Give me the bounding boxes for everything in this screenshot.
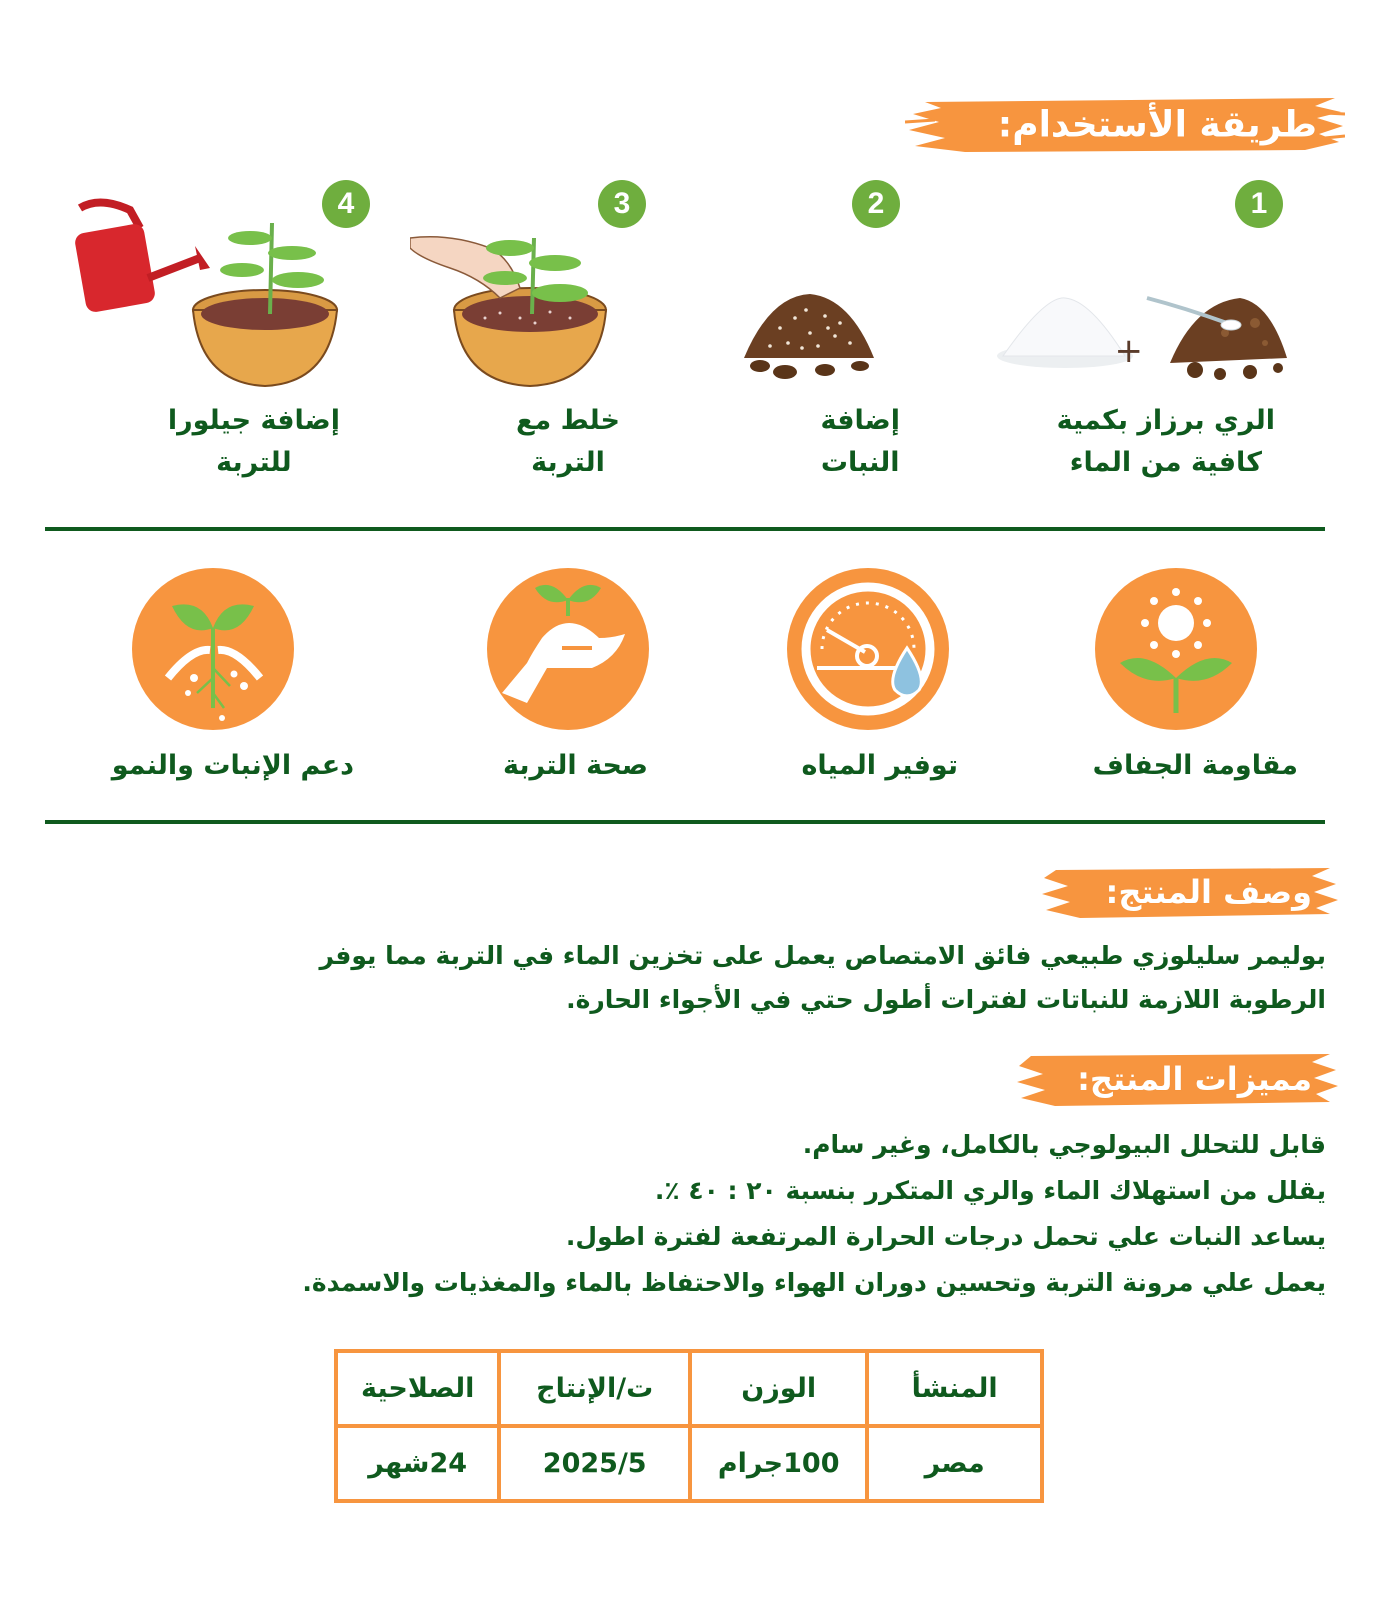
sprout-roots-icon	[132, 568, 294, 730]
features-title: مميزات المنتج:	[1077, 1060, 1312, 1098]
description-section-header	[1040, 862, 1340, 922]
benefit-label: دعم الإنبات والنمو	[111, 750, 354, 781]
benefit-label: مقاومة الجفاف	[1092, 750, 1298, 781]
usage-step-3	[410, 178, 660, 498]
table-header-row	[336, 1351, 1042, 1426]
header-origin: المنشأ	[867, 1351, 1042, 1426]
step-label: إضافة النبات	[820, 405, 900, 478]
usage-title: طريقة الأستخدام:	[997, 104, 1317, 146]
value-production-date: 2025/5	[499, 1426, 690, 1501]
step-label: إضافة جيلورا للتربة	[167, 405, 340, 478]
specifications-table	[334, 1349, 1044, 1503]
step-number-badge: 1	[1235, 180, 1283, 228]
usage-step-4	[70, 178, 380, 498]
section-divider	[45, 820, 1325, 824]
value-origin: مصر	[867, 1426, 1042, 1501]
table-row	[336, 1426, 1042, 1501]
value-weight: 100جرام	[690, 1426, 867, 1501]
description-title: وصف المنتج:	[1105, 873, 1312, 911]
step-number-badge: 4	[322, 180, 370, 228]
product-description: بوليمر سليلوزي طبيعي فائق الامتصاص يعمل على تخزين الماء في التربة مما يوفر الرطوبة اللازمة للنباتات لفترات أطول حتي في الأجواء الحارة.	[319, 941, 1326, 1014]
sun-plant-icon	[1095, 568, 1257, 730]
benefit-germination-support	[132, 568, 294, 730]
soil-plus-powder-icon	[995, 278, 1295, 388]
header-shelf-life: الصلاحية	[336, 1351, 499, 1426]
usage-section-header	[905, 92, 1345, 158]
section-divider	[45, 527, 1325, 531]
benefit-label: توفير المياه	[801, 750, 958, 781]
feature-item: يعمل علي مرونة التربة وتحسين دوران الهواء والاحتفاظ بالماء والمغذيات والاسمدة.	[302, 1268, 1326, 1297]
feature-item: قابل للتحلل البيولوجي بالكامل، وغير سام.	[802, 1130, 1326, 1159]
gauge-water-drop-icon	[787, 568, 949, 730]
watering-can-pot-icon	[70, 198, 350, 398]
features-section-header	[1015, 1048, 1340, 1110]
value-shelf-life: 24شهر	[336, 1426, 499, 1501]
header-weight: الوزن	[690, 1351, 867, 1426]
header-production-date: ت/الإنتاج	[499, 1351, 690, 1426]
usage-step-2	[740, 178, 940, 498]
step-label: الري برزاز بكمية كافية من الماء	[1056, 405, 1275, 478]
benefit-label: صحة التربة	[502, 750, 648, 781]
hand-planting-icon	[410, 218, 610, 398]
benefit-water-saving	[787, 568, 949, 730]
features-list	[302, 1122, 1326, 1306]
step-number-badge: 3	[598, 180, 646, 228]
step-number-badge: 2	[852, 180, 900, 228]
benefit-soil-health	[487, 568, 649, 730]
feature-item: يساعد النبات علي تحمل درجات الحرارة المرتفعة لفترة اطول.	[565, 1222, 1326, 1251]
step-label: خلط مع التربة	[516, 405, 620, 478]
soil-mound-icon	[740, 288, 880, 388]
hand-seedling-icon	[487, 568, 649, 730]
svg-text:+: +	[1114, 331, 1143, 371]
usage-step-1	[995, 178, 1295, 498]
feature-item: يقلل من استهلاك الماء والري المتكرر بنسبة ٢٠ : ٤٠ ٪.	[654, 1176, 1326, 1205]
benefit-drought-resistance	[1095, 568, 1257, 730]
